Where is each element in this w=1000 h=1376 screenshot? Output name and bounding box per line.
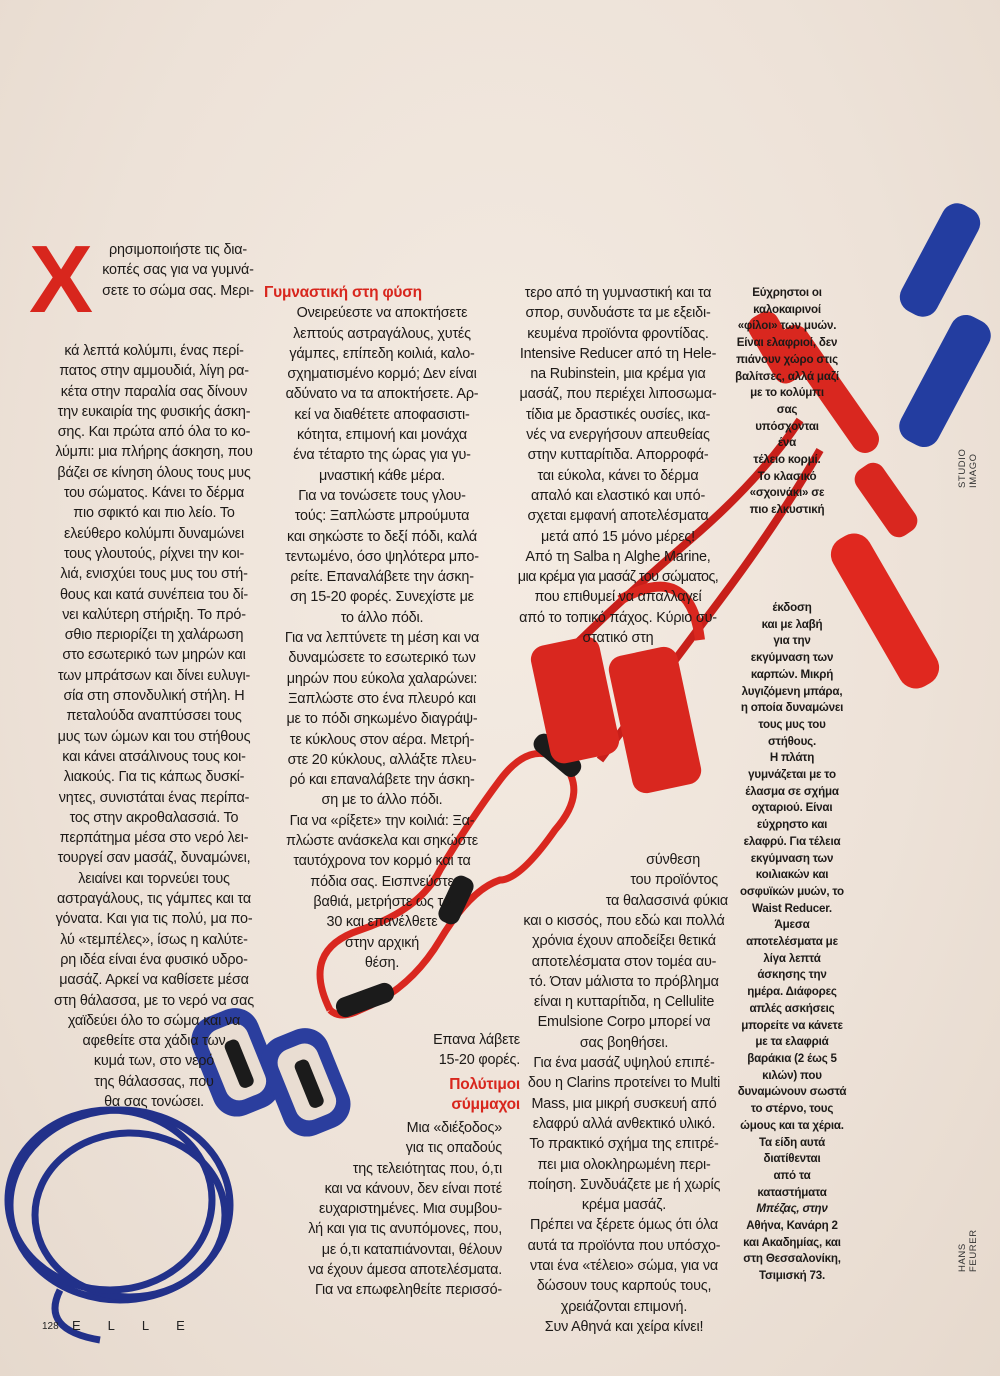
- body-line: 15-20 φορές.: [438, 1052, 520, 1069]
- body-line: στατικό στη: [582, 630, 654, 647]
- body-line: τος στην ακροθαλασσιά. Το: [69, 809, 239, 826]
- caption-line: τους μυς του: [758, 717, 826, 731]
- body-line: στην αρχική: [344, 934, 420, 951]
- body-line: 30 και επανέλθετε: [326, 914, 438, 931]
- caption-line: μπορείτε να κάνετε: [741, 1018, 843, 1032]
- body-line: ένα τέταρτο της ώρας για γυ-: [293, 447, 471, 464]
- caption-line: η οποία δυναμώνει: [740, 701, 844, 715]
- caption-line: καταστήματα: [757, 1185, 827, 1199]
- caption-line: τέλειο κορμί.: [753, 453, 821, 467]
- article-column-2: [262, 283, 502, 973]
- body-line: κρέμα μασάζ.: [581, 1197, 667, 1214]
- body-line: Emulsione Corpo μπορεί να: [537, 1014, 711, 1031]
- body-line: μασάζ. Αρκεί να καθίσετε μέσα: [59, 972, 249, 989]
- body-line: μηρών που εύκολα χαλαρώνει:: [286, 670, 478, 687]
- body-line: Ξαπλώστε στο ένα πλευρό και: [288, 690, 476, 707]
- body-line: πεταλούδα αναπτύσσει τους: [66, 708, 242, 725]
- body-line: Πρέπει να ξέρετε όμως ότι όλα: [530, 1217, 718, 1234]
- caption-line: ώμους και τα χέρια.: [740, 1118, 844, 1132]
- article-column-1-cont: [38, 341, 270, 1112]
- body-line: στε 20 κύκλους, αλλάξτε πλευ-: [287, 751, 477, 768]
- body-line: λειαίνει και τορνεύει τους: [78, 870, 230, 887]
- photo-caption-top: [722, 285, 852, 519]
- body-line: αποτελέσματα στον τομέα αυ-: [531, 953, 717, 970]
- body-line: αδύνατο να τα αποκτήσετε. Αρ-: [285, 386, 479, 403]
- body-line: που επιθυμεί να απαλλαγεί: [534, 589, 702, 606]
- caption-line: Μπέζας, στην: [756, 1202, 828, 1216]
- body-line: σύνθεση: [646, 852, 700, 868]
- body-line: είναι η κυτταρίτιδα, η Cellulite: [533, 994, 715, 1011]
- body-line: πατος στην αμμουδιά, λίγη ρα-: [59, 363, 249, 380]
- body-line: κευμένα προϊόντα φροντίδας.: [527, 325, 709, 342]
- body-line: της τελειότητας που, ό,τι: [352, 1160, 502, 1177]
- body-line: αστραγάλους, τις γάμπες και τα: [57, 891, 251, 908]
- body-line: του σώματος. Κάνει το δέρμα: [63, 485, 245, 502]
- body-line: δώσουν τους καρπούς τους,: [536, 1278, 712, 1295]
- caption-line: εκγύμναση των: [750, 651, 834, 665]
- body-line: μετά από 15 μόνο μέρες!: [541, 528, 695, 545]
- body-line: Μια «διέξοδος»: [406, 1120, 502, 1136]
- photo-caption-bottom: [722, 600, 862, 1285]
- body-line: δυναμώσετε το εσωτερικό των: [288, 650, 476, 667]
- body-line: πόδια σας. Εισπνεύστε: [310, 873, 454, 890]
- caption-line: υπόσχονται: [755, 419, 819, 433]
- caption-line: Είναι ελαφριοί, δεν: [736, 336, 838, 350]
- caption-line: κοιλιακών και: [755, 868, 829, 882]
- body-line: σπορ, συνδυάστε τα με εξειδι-: [525, 305, 711, 322]
- caption-line: οσφυϊκών μυών, το: [740, 884, 844, 898]
- body-line: λύμπι: μια πλήρης άσκηση, που: [55, 444, 253, 461]
- body-line: τε κύκλους στον αέρα. Μετρή-: [289, 731, 475, 748]
- body-line: νές να ενεργήσουν απευθείας: [526, 427, 710, 444]
- body-line: χαϊδεύει όλο το σώμα και να: [67, 1012, 241, 1029]
- body-line: των μπράτσων και δίνει ευλυγι-: [57, 667, 251, 684]
- caption-line: «φίλοι» των μυών.: [737, 319, 837, 333]
- body-line: Για να επωφεληθείτε περισσό-: [314, 1282, 502, 1299]
- body-line: Επανα λάβετε: [433, 1032, 520, 1048]
- caption-line: εκγύμναση των: [750, 851, 834, 865]
- body-line: τό. Όταν μάλιστα το πρόβλημα: [529, 973, 719, 990]
- body-line: περπάτημα μέσα στο νερό λει-: [59, 830, 249, 847]
- caption-line: Το κλασικό: [757, 469, 817, 483]
- body-line: την ευκαιρία της φυσικής άσκη-: [57, 403, 251, 420]
- body-line: νει καλύτερη στήριξη. Το πρό-: [62, 606, 246, 623]
- body-line: na Rubinstein, μια κρέμα για: [530, 366, 706, 383]
- section-heading: σύμμαχοι: [451, 1095, 520, 1113]
- article-column-2-lower: [330, 1030, 520, 1115]
- caption-line: βαράκια (2 έως 5: [747, 1051, 837, 1065]
- body-line: γόνατα. Και για τις πολύ, μα πο-: [55, 911, 253, 928]
- body-line: και σηκώστε το δεξί πόδι, καλά: [287, 528, 477, 545]
- body-line: βάζει σε κίνηση όλους τους μυς: [57, 464, 251, 481]
- body-line: Για ένα μασάζ υψηλού επιπέ-: [533, 1055, 715, 1072]
- body-line: κά λεπτά κολύμπι, ένας περί-: [64, 343, 244, 359]
- body-line: θους και κατά συνέπεια του δί-: [59, 586, 249, 603]
- body-line: κοπές σας για να γυμνά-: [102, 262, 254, 279]
- body-line: στην κυτταρίτιδα. Απορροφά-: [527, 447, 709, 464]
- body-line: νται ένα «τέλειο» σώμα, για να: [530, 1258, 718, 1275]
- body-line: από το τοπικό πάχος. Κύριο συ-: [519, 609, 717, 626]
- caption-line: διατίθενται: [763, 1152, 821, 1166]
- body-line: λύ «τεμπέλες», ίσως η καλύτε-: [60, 931, 248, 948]
- body-line: αυτά τα προϊόντα που υπόσχο-: [527, 1237, 721, 1254]
- caption-line: Άμεσα: [774, 918, 810, 932]
- body-line: λιά, ενισχύει τους μυς του στή-: [60, 566, 248, 583]
- body-line: και ο κισσός, που εδώ και πολλά: [523, 913, 725, 929]
- body-line: ρησιμοποιήστε τις δια-: [108, 242, 247, 258]
- caption-line: γυμνάζεται με το: [748, 768, 836, 782]
- caption-line: άσκησης την: [757, 968, 827, 982]
- body-line: της θάλασσας, που: [94, 1073, 214, 1090]
- caption-line: βαλίτσες, αλλά μαζί: [735, 369, 839, 383]
- body-line: με το πόδι σηκωμένο διαγράψ-: [286, 711, 478, 728]
- body-line: θα σας τονώσει.: [104, 1093, 204, 1110]
- caption-line: λίγα λεπτά: [763, 951, 821, 965]
- caption-line: λυγιζόμενη μπάρα,: [741, 684, 843, 698]
- caption-line: Αθήνα, Κανάρη 2: [746, 1219, 838, 1233]
- caption-line: Η πλάτη: [769, 751, 815, 765]
- body-line: ση με το άλλο πόδι.: [321, 792, 443, 809]
- dumbbells-image: [894, 198, 997, 453]
- page-number: 128: [42, 1321, 59, 1332]
- body-line: χρόνια έχουν αποδείξει θετικά: [532, 933, 716, 950]
- article-column-3-body: [508, 911, 740, 1337]
- body-line: ρό και επαναλάβετε την άσκη-: [289, 772, 475, 789]
- body-line: σχηματισμένο κορμό; Δεν είναι: [287, 366, 477, 383]
- caption-line: έλασμα σε σχήμα: [745, 784, 839, 798]
- body-line: πει μια ολοκληρωμένη περι-: [537, 1156, 711, 1173]
- body-line: θέση.: [364, 954, 400, 971]
- jump-rope-image: [8, 1110, 230, 1340]
- body-line: τεντωμένο, όσο ψηλότερα μπο-: [285, 548, 479, 565]
- body-line: για τις οπαδούς: [405, 1140, 502, 1157]
- article-column-3-lower: [508, 850, 740, 911]
- body-line: μναστική κάθε μέρα.: [319, 467, 445, 484]
- body-line: κέτα στην παραλία σας δίνουν: [60, 383, 248, 400]
- body-line: Intensive Reducer από τη Hele-: [519, 345, 717, 362]
- body-line: ται εύκολα, κάνει το δέρμα: [537, 467, 699, 484]
- caption-line: Waist Reducer.: [752, 901, 832, 915]
- section-heading: Πολύτιμοι: [449, 1075, 520, 1093]
- body-line: τούς: Ξαπλώστε μπρούμυτα: [294, 508, 470, 525]
- body-line: ση 15-20 φορές. Συνεχίστε με: [290, 589, 474, 606]
- caption-line: από τα: [773, 1168, 811, 1182]
- body-line: νητες, συνιστάται ένας περίπα-: [58, 789, 250, 806]
- body-line: Το πρακτικό σχήμα της επιτρέ-: [529, 1136, 719, 1153]
- body-line: απαλό και ελαστικό και υπό-: [530, 487, 706, 504]
- body-line: κεί να διαθέτετε αποφασιστι-: [294, 406, 470, 423]
- body-line: και κάνει ατσάλινους τους κοι-: [62, 748, 246, 765]
- caption-line: στήθους.: [768, 734, 816, 748]
- body-line: δου η Clarins προτείνει το Multi: [527, 1075, 721, 1092]
- caption-line: οχταριού. Είναι: [751, 801, 833, 815]
- body-line: ρη ιδέα είναι ένα φυσικό υδρο-: [60, 951, 248, 968]
- caption-line: καρπών. Μικρή: [750, 667, 834, 681]
- body-line: σης. Και πρώτα από όλα το κο-: [57, 424, 251, 441]
- body-line: Για να λεπτύνετε τη μέση και να: [284, 630, 480, 647]
- caption-line: πιάνουν χώρο στις: [736, 352, 838, 366]
- body-line: πιο σφικτό και πιο λείο. Το: [73, 505, 235, 522]
- article-column-2-final: [262, 1118, 502, 1301]
- body-line: στη θάλασσα, με το νερό να σας: [54, 992, 254, 1009]
- body-line: μυς των ώμων και του στήθους: [57, 728, 251, 745]
- caption-line: κιλών) που: [762, 1068, 822, 1082]
- section-heading: Γυμναστική στη φύση: [264, 284, 422, 301]
- body-line: σας βοηθήσει.: [579, 1034, 669, 1051]
- magazine-name: ELLE: [72, 1318, 212, 1333]
- body-line: ελαφρύ αλλά ανθεκτικό υλικό.: [532, 1115, 716, 1132]
- body-line: αφεθείτε στα χάδια των: [82, 1033, 226, 1050]
- caption-line: καλοκαιρινοί: [753, 302, 821, 316]
- caption-line: έκδοση: [772, 601, 812, 614]
- body-line: ταυτόχρονα τον κορμό και τα: [293, 853, 471, 870]
- caption-line: το στέρνο, τους: [750, 1102, 834, 1116]
- body-line: και να κάνουν, δεν είναι ποτέ: [324, 1180, 502, 1197]
- article-column-3: [508, 283, 728, 648]
- body-line: Για να τονώσετε τους γλου-: [298, 487, 466, 504]
- caption-line: πιο ελκυστική: [749, 503, 825, 517]
- body-line: πλώστε ανάσκελα και σηκώστε: [286, 833, 478, 850]
- caption-line: δυναμώνουν σωστά: [737, 1085, 847, 1099]
- body-line: κότητα, επιμονή και μονάχα: [297, 427, 467, 444]
- caption-line: σας: [776, 402, 798, 416]
- body-line: σχεται εμφανή αποτελέσματα: [527, 508, 709, 525]
- body-line: γάμπες, επίπεδη κοιλιά, καλο-: [289, 345, 475, 362]
- body-line: χρειάζονται επιμονή.: [560, 1298, 688, 1315]
- body-line: τα θαλασσινά φύκια: [605, 892, 728, 909]
- caption-line: «σχοινάκι» σε: [749, 486, 825, 500]
- body-line: Mass, μια μικρή συσκευή από: [531, 1095, 717, 1112]
- caption-line: και Ακαδημίας, και: [743, 1235, 841, 1249]
- caption-line: για την: [773, 634, 811, 648]
- caption-line: Τσιμισκή 73.: [758, 1269, 826, 1283]
- caption-line: στη Θεσσαλονίκη,: [743, 1252, 841, 1266]
- caption-line: απλές ασκήσεις: [749, 1001, 835, 1015]
- body-line: σία στη σπονδυλική στήλη. Η: [63, 688, 245, 705]
- body-line: ρείτε. Επαναλάβετε την άσκη-: [290, 569, 474, 586]
- caption-line: ημέρα. Διάφορες: [747, 985, 837, 999]
- body-line: Συν Αθηνά και χείρα κίνει!: [544, 1318, 704, 1335]
- body-line: σετε το σώμα σας. Μερι-: [102, 282, 254, 299]
- caption-line: ένα: [777, 436, 797, 450]
- body-line: τερο από τη γυμναστική και τα: [524, 285, 712, 301]
- caption-line: αποτελέσματα με: [746, 935, 838, 949]
- caption-line: και με λαβή: [761, 617, 823, 631]
- body-line: ευχαριστημένες. Μια συμβου-: [318, 1201, 502, 1218]
- body-line: να έχουν άμεσα αποτελέσματα.: [308, 1262, 502, 1279]
- body-line: Από τη Salba η Alghe Marine,: [525, 548, 711, 565]
- body-line: τους γλουτούς, ρίχνει την κοι-: [63, 545, 245, 562]
- body-line: με ό,τι καταπιάνονται, θέλουν: [321, 1241, 502, 1258]
- svg-text:Χ: Χ: [28, 226, 94, 333]
- body-line: ελεύθερο κολύμπι δυναμώνει: [64, 525, 244, 542]
- body-line: Για να «ρίξετε» την κοιλιά: Ξα-: [289, 812, 475, 829]
- caption-line: Εύχρηστοι οι: [752, 286, 822, 299]
- body-line: στο εσωτερικό των μηρών και: [62, 647, 246, 664]
- caption-line: εύχρηστο και: [756, 818, 828, 832]
- article-column-1: [40, 240, 268, 301]
- caption-line: με το κολύμπι: [750, 386, 824, 400]
- body-line: λεπτούς αστραγάλους, χυτές: [293, 325, 471, 342]
- photo-credit-studio: STUDIO IMAGO: [957, 448, 979, 488]
- body-line: λιακούς. Για τις κάπως δυσκί-: [63, 769, 245, 786]
- body-line: λή και για τις ανυπόμονες, που,: [308, 1221, 502, 1238]
- body-line: ποίηση. Συνδυάζετε με ή χωρίς: [527, 1176, 721, 1193]
- body-line: Ονειρεύεστε να αποκτήσετε: [296, 305, 468, 322]
- caption-line: ελαφρύ. Για τέλεια: [743, 834, 841, 848]
- body-line: τουργεί σαν μασάζ, δυναμώνει,: [57, 850, 251, 867]
- body-line: σθιο περιορίζει τη χαλάρωση: [64, 627, 244, 644]
- body-line: το άλλο πόδι.: [340, 609, 424, 626]
- caption-line: με τα ελαφριά: [755, 1035, 829, 1049]
- photo-credit-photographer: HANS FEURER: [957, 1229, 979, 1272]
- body-line: του προϊόντος: [630, 872, 718, 889]
- body-line: μασάζ, που περιέχει λιποσωμα-: [519, 386, 717, 403]
- caption-line: Τα είδη αυτά: [758, 1135, 826, 1149]
- body-line: βαθιά, μετρήστε ως το: [313, 893, 451, 910]
- body-line: τίδια με δραστικές ουσίες, ικα-: [525, 406, 711, 423]
- body-line: κυμά των, στο νερό: [93, 1053, 215, 1070]
- body-line: μια κρέμα για μασάζ του σώματος,: [517, 569, 719, 586]
